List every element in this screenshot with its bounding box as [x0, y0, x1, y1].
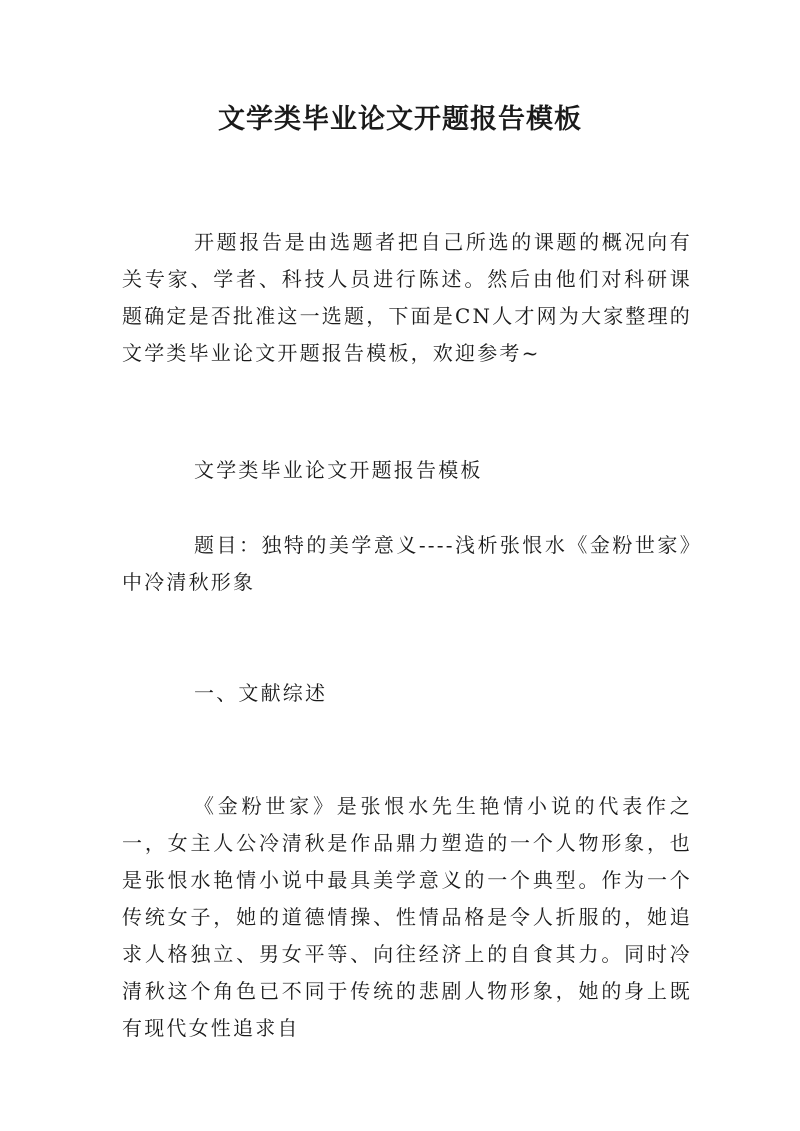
section-heading: 一、文献综述 [194, 681, 328, 705]
literature-review-paragraph: 《金粉世家》是张恨水先生艳情小说的代表作之一，女主人公冷清秋是作品鼎力塑造的一个人物形象，也是张恨水艳情小说中最具美学意义的一个典型。作为一个传统女子，她的道德情操、性情品格是令人折服的，她追求人格独立、男女平等、向往经济上的自食其力。同时冷清秋这个角色已不同于传统的悲剧人物形象，她的身上既有现代女性追求自 [122, 794, 692, 1040]
subtitle-paragraph: 文学类毕业论文开题报告模板 [194, 458, 483, 482]
document-title: 文学类毕业论文开题报告模板 [218, 104, 582, 135]
topic-paragraph: 题目：独特的美学意义----浅析张恨水《金粉世家》中冷清秋形象 [122, 533, 692, 594]
intro-paragraph: 开题报告是由选题者把自己所选的课题的概况向有关专家、学者、科技人员进行陈述。然后由他们对科研课题确定是否批准这一选题，下面是CN人才网为大家整理的文学类毕业论文开题报告模板，欢迎参考~ [122, 230, 693, 365]
